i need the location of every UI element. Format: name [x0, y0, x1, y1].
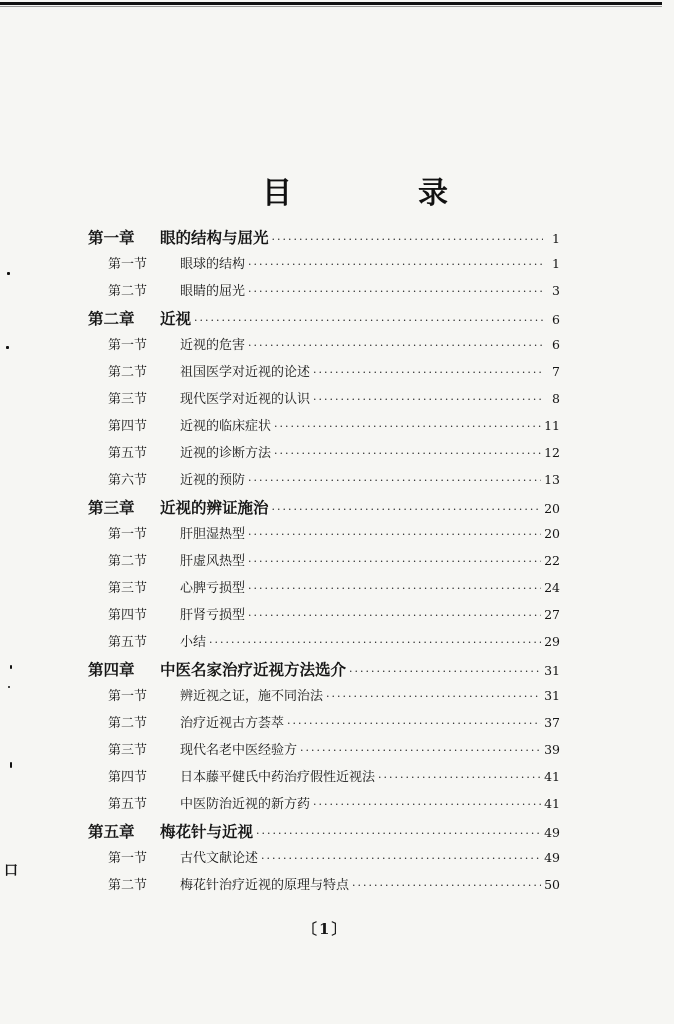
page-number: 〔1〕 [302, 920, 349, 938]
toc-chapter-row [88, 658, 560, 685]
table-of-contents [88, 226, 560, 901]
dot-leader [287, 716, 541, 731]
dot-leader [313, 365, 543, 380]
section-title: 肝虚风热型 [180, 554, 246, 569]
section-title: 现代名老中医经验方 [180, 743, 298, 758]
toc-page-number: 24 [544, 580, 560, 595]
margin-speck [7, 272, 10, 275]
toc-page-number: 49 [544, 850, 560, 865]
section-title: 近视的临床症状 [180, 419, 272, 434]
dot-leader [313, 797, 541, 812]
toc-section-row [88, 523, 560, 550]
section-title: 肝肾亏损型 [180, 608, 246, 623]
toc-page-number: 27 [544, 607, 560, 622]
toc-section-row [88, 415, 560, 442]
section-number: 第三节 [108, 392, 148, 407]
toc-page-number: 6 [552, 312, 560, 327]
toc-section-row [88, 280, 560, 307]
dot-leader [248, 284, 543, 299]
dot-leader [248, 554, 541, 569]
toc-section-row [88, 685, 560, 712]
dot-leader [272, 499, 542, 517]
margin-glyph: 口 [4, 863, 18, 879]
dot-leader [272, 229, 543, 247]
section-number: 第五节 [108, 797, 148, 812]
section-title: 眼睛的屈光 [180, 284, 246, 299]
page-title: 目 录 [262, 176, 496, 211]
section-number: 第一节 [108, 689, 148, 704]
section-number: 第二节 [108, 716, 148, 731]
section-title: 现代医学对近视的认识 [180, 392, 311, 407]
toc-page-number: 12 [544, 445, 560, 460]
toc-chapter-row [88, 226, 560, 253]
chapter-number: 第五章 [88, 822, 135, 841]
section-number: 第四节 [108, 419, 148, 434]
section-number: 第三节 [108, 743, 148, 758]
toc-section-row [88, 361, 560, 388]
toc-section-row [88, 577, 560, 604]
toc-page-number: 50 [544, 877, 560, 892]
section-number: 第一节 [108, 527, 148, 542]
chapter-number: 第四章 [88, 660, 135, 679]
toc-section-row [88, 766, 560, 793]
toc-section-row [88, 469, 560, 496]
dot-leader [261, 851, 541, 866]
section-title: 心脾亏损型 [180, 581, 246, 596]
margin-speck [8, 686, 10, 688]
section-title: 眼球的结构 [180, 257, 246, 272]
section-title: 小结 [180, 635, 207, 650]
dot-leader [352, 878, 541, 893]
section-number: 第四节 [108, 770, 148, 785]
toc-page-number: 39 [544, 742, 560, 757]
dot-leader [248, 581, 541, 596]
top-rule-shadow [0, 6, 662, 7]
dot-leader [300, 743, 541, 758]
toc-page-number: 29 [544, 634, 560, 649]
toc-section-row [88, 631, 560, 658]
section-title: 治疗近视古方荟萃 [180, 716, 285, 731]
section-number: 第一节 [108, 851, 148, 866]
dot-leader [274, 419, 541, 434]
section-number: 第二节 [108, 365, 148, 380]
dot-leader [313, 392, 543, 407]
toc-page-number: 22 [544, 553, 560, 568]
toc-page-number: 37 [544, 715, 560, 730]
toc-page-number: 41 [544, 769, 560, 784]
section-title: 中医防治近视的新方药 [180, 797, 311, 812]
dot-leader [209, 635, 541, 650]
toc-chapter-row [88, 307, 560, 334]
toc-page-number: 1 [552, 231, 560, 246]
toc-page-number: 6 [552, 337, 560, 352]
section-title: 肝胆湿热型 [180, 527, 246, 542]
chapter-number: 第二章 [88, 309, 135, 328]
toc-section-row [88, 388, 560, 415]
toc-section-row [88, 442, 560, 469]
toc-page-number: 1 [552, 256, 560, 271]
dot-leader [248, 527, 541, 542]
margin-speck [6, 346, 9, 349]
dot-leader [248, 338, 543, 353]
chapter-title: 近视 [160, 309, 192, 328]
toc-page-number: 31 [544, 688, 560, 703]
section-title: 祖国医学对近视的论述 [180, 365, 311, 380]
toc-page-number: 7 [552, 364, 560, 379]
section-title: 近视的危害 [180, 338, 246, 353]
section-number: 第二节 [108, 554, 148, 569]
toc-section-row [88, 604, 560, 631]
dot-leader [326, 689, 541, 704]
section-title: 辨近视之证，施不同治法 [180, 689, 324, 704]
toc-section-row [88, 712, 560, 739]
top-rule [0, 2, 662, 5]
toc-page-number: 41 [544, 796, 560, 811]
toc-section-row [88, 334, 560, 361]
section-number: 第一节 [108, 257, 148, 272]
chapter-title: 梅花针与近视 [160, 822, 254, 841]
toc-section-row [88, 874, 560, 901]
dot-leader [378, 770, 541, 785]
section-number: 第二节 [108, 878, 148, 893]
dot-leader [248, 257, 543, 272]
section-number: 第五节 [108, 446, 148, 461]
dot-leader [194, 310, 543, 328]
margin-speck [10, 762, 12, 768]
section-title: 日本藤平健氏中药治疗假性近视法 [180, 770, 376, 785]
dot-leader [248, 473, 541, 488]
toc-page-number: 20 [544, 526, 560, 541]
chapter-title: 眼的结构与屈光 [160, 228, 269, 247]
toc-page-number: 13 [544, 472, 560, 487]
chapter-title: 近视的辨证施治 [160, 498, 269, 517]
margin-speck [10, 665, 12, 669]
dot-leader [248, 608, 541, 623]
toc-page-number: 20 [544, 501, 560, 516]
dot-leader [274, 446, 541, 461]
toc-page-number: 3 [552, 283, 560, 298]
chapter-number: 第三章 [88, 498, 135, 517]
section-number: 第二节 [108, 284, 148, 299]
section-title: 近视的预防 [180, 473, 246, 488]
section-title: 梅花针治疗近视的原理与特点 [180, 878, 350, 893]
toc-page-number: 31 [544, 663, 560, 678]
toc-page-number: 49 [544, 825, 560, 840]
toc-section-row [88, 550, 560, 577]
section-title: 古代文献论述 [180, 851, 259, 866]
section-number: 第五节 [108, 635, 148, 650]
toc-section-row [88, 739, 560, 766]
section-number: 第六节 [108, 473, 148, 488]
toc-page-number: 11 [544, 418, 560, 433]
section-number: 第四节 [108, 608, 148, 623]
chapter-title: 中医名家治疗近视方法选介 [160, 660, 347, 679]
dot-leader [349, 661, 541, 679]
toc-chapter-row [88, 496, 560, 523]
toc-section-row [88, 253, 560, 280]
toc-page-number: 8 [552, 391, 560, 406]
section-title: 近视的诊断方法 [180, 446, 272, 461]
toc-chapter-row [88, 820, 560, 847]
dot-leader [256, 823, 541, 841]
chapter-number: 第一章 [88, 228, 135, 247]
toc-section-row [88, 847, 560, 874]
toc-section-row [88, 793, 560, 820]
section-number: 第三节 [108, 581, 148, 596]
section-number: 第一节 [108, 338, 148, 353]
